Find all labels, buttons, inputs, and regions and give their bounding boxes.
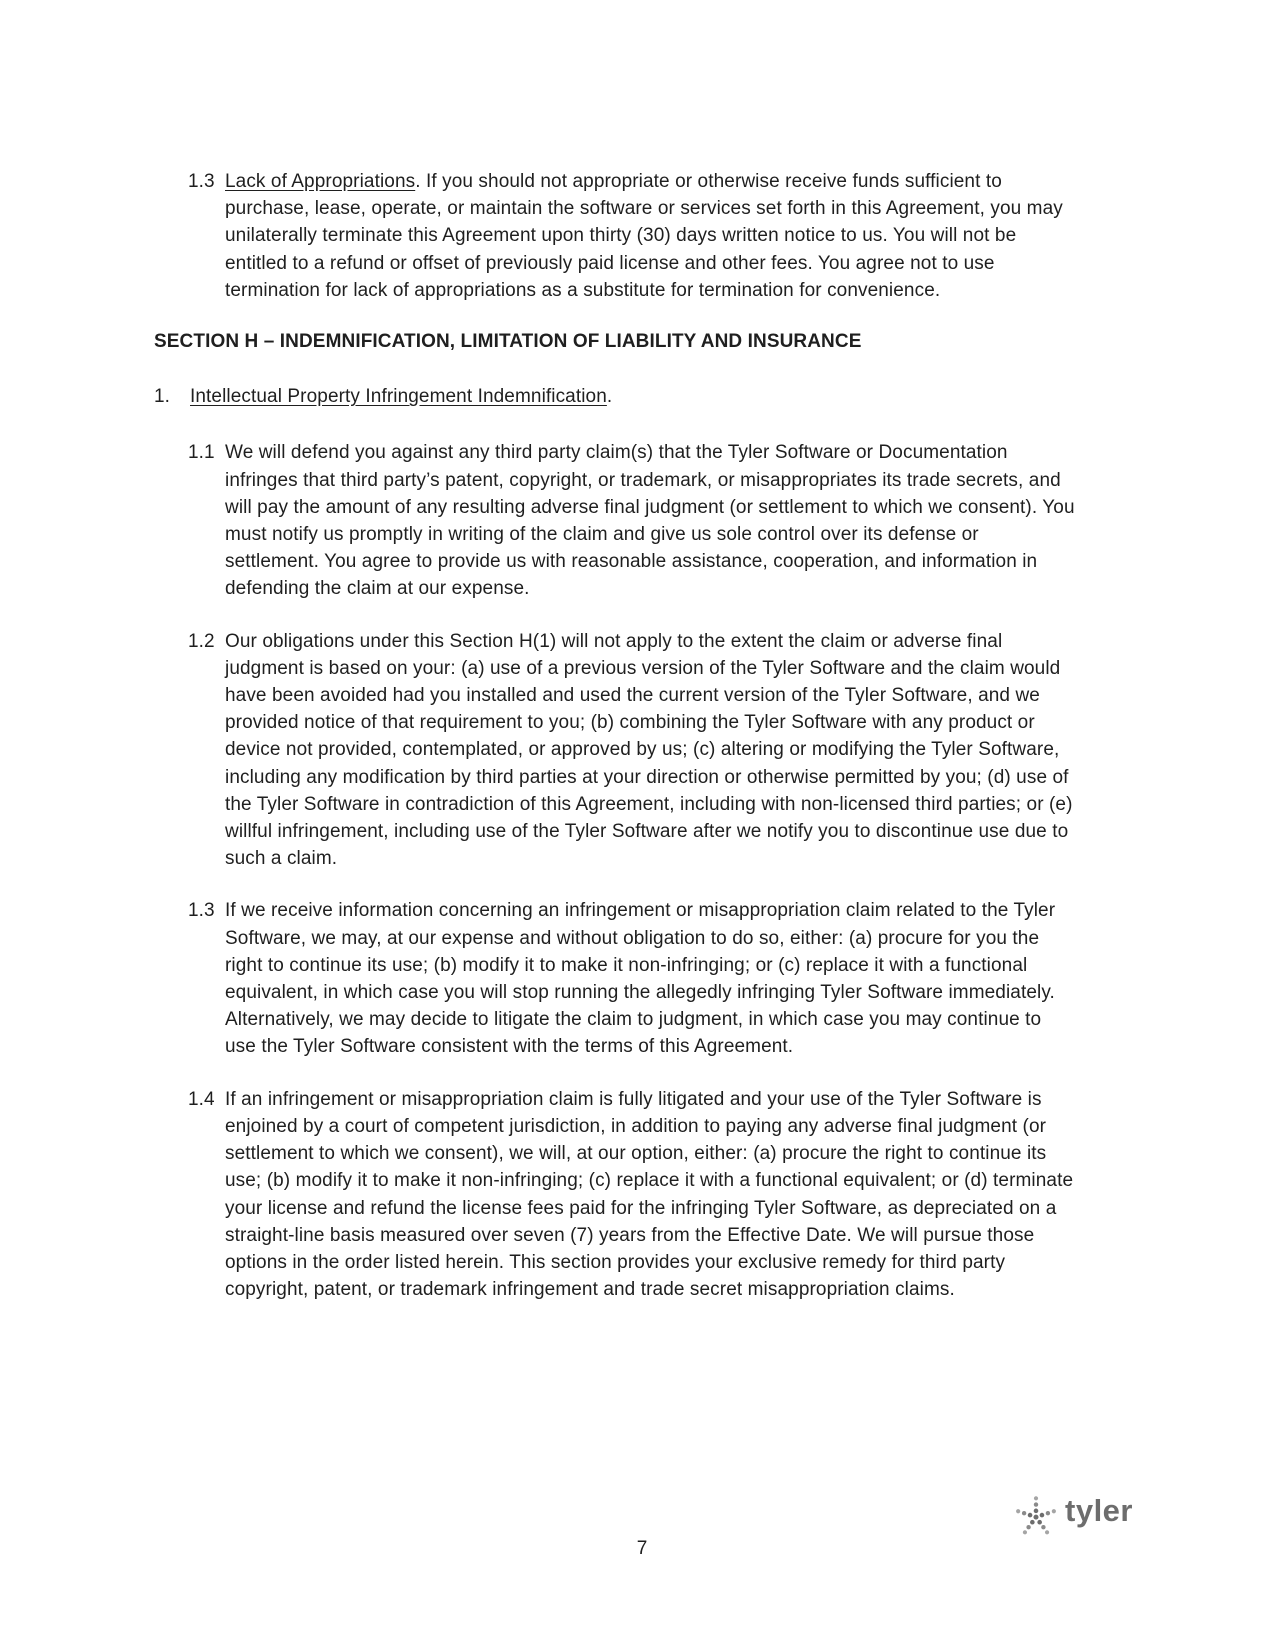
clause-lack-of-appropriations (188, 168, 1075, 304)
list-item-ip-indemnification (154, 383, 1075, 410)
list-item-suffix: . (606, 386, 613, 408)
subclause-1-2 (188, 628, 1075, 873)
subclause-1-4 (188, 1086, 1075, 1304)
subclause-number: 1.2 (188, 630, 215, 652)
list-item-title: Intellectual Property Infringement Indemnification (190, 386, 607, 408)
subclause-number: 1.4 (188, 1088, 215, 1110)
clause-number: 1.3 (188, 171, 215, 192)
tyler-logo-icon (1012, 1488, 1060, 1547)
tyler-logo (1012, 1488, 1133, 1547)
list-item-number: 1. (154, 386, 171, 408)
subclause-1-3 (188, 897, 1075, 1060)
clause-title: Lack of Appropriations (225, 171, 416, 192)
clause-body (225, 168, 1075, 304)
list-item-body (190, 383, 1075, 410)
subclause-1-1 (188, 439, 1075, 602)
subclause-text: If we receive information concerning an infringement or misappropriation claim related to the Tyler Software, we may, at our expense and without obligation to do so, either: (a) procure for you the right to continue its use; (b) modify it to make it non-infringing; or (c) replace it with a functional equivalent, in which case you will stop running the allegedly infringing Tyler Software immediately. Alternatively, we may decide to litigate the claim to judgment, in which case you may continue to use the Tyler Software consistent with the terms of this Agreement. (225, 900, 1056, 1058)
section-h-heading: SECTION H – INDEMNIFICATION, LIMITATION OF LIABILITY AND INSURANCE (154, 331, 862, 353)
document-body (154, 168, 1075, 1303)
subclause-text: We will defend you against any third party claim(s) that the Tyler Software or Documentation infringes that third party’s patent, copyright, or trademark, or misappropriates its trade secrets, and will pay the amount of any resulting adverse final judgment (or settlement to which we consent). You must notify us promptly in writing of the claim and give us sole control over its defense or settlement. You agree to provide us with reasonable assistance, cooperation, and information in defending the claim at our expense. (225, 442, 1075, 600)
subclause-text: Our obligations under this Section H(1) will not apply to the extent the claim or adverse final judgment is based on your: (a) use of a previous version of the Tyler Software and the claim would have been avoided had you installed and used the current version of the Tyler Software, and we provided notice of that requirement to you; (b) combining the Tyler Software with any product or device not provided, contemplated, or approved by us; (c) altering or modifying the Tyler Software, including any modification by third parties at your direction or otherwise permitted by you; (d) use of the Tyler Software in contradiction of this Agreement, including with non-licensed third parties; or (e) willful infringement, including use of the Tyler Software after we notify you to discontinue use due to such a claim. (225, 630, 1073, 870)
subclause-number: 1.3 (188, 900, 215, 922)
subclause-number: 1.1 (188, 442, 215, 464)
tyler-logo-wordmark: tyler (1065, 1493, 1133, 1528)
subclause-text: If an infringement or misappropriation claim is fully litigated and your use of the Tyler Software is enjoined by a court of competent jurisdiction, in addition to paying any adverse final judgment (or settlement to which we consent), we will, at our option, either: (a) procure the right to continue its use; (b) modify it to make it non-infringing; (c) replace it with a functional equivalent; or (d) terminate your license and refund the license fees paid for the infringing Tyler Software, as depreciated on a straight-line basis measured over seven (7) years from the Effective Date. We will pursue those options in the order listed herein. This section provides your exclusive remedy for third party copyright, patent, or trademark infringement and trade secret misappropriation claims. (225, 1088, 1074, 1301)
clause-text: . If you should not appropriate or otherwise receive funds sufficient to purchase, lease, operate, or maintain the software or services set forth in this Agreement, you may unilaterally terminate this Agreement upon thirty (30) days written notice to us. You will not be entitled to a refund or offset of previously paid license and other fees. You agree not to use termination for lack of appropriations as a substitute for termination for convenience. (225, 171, 1063, 301)
page-number: 7 (636, 1538, 648, 1559)
